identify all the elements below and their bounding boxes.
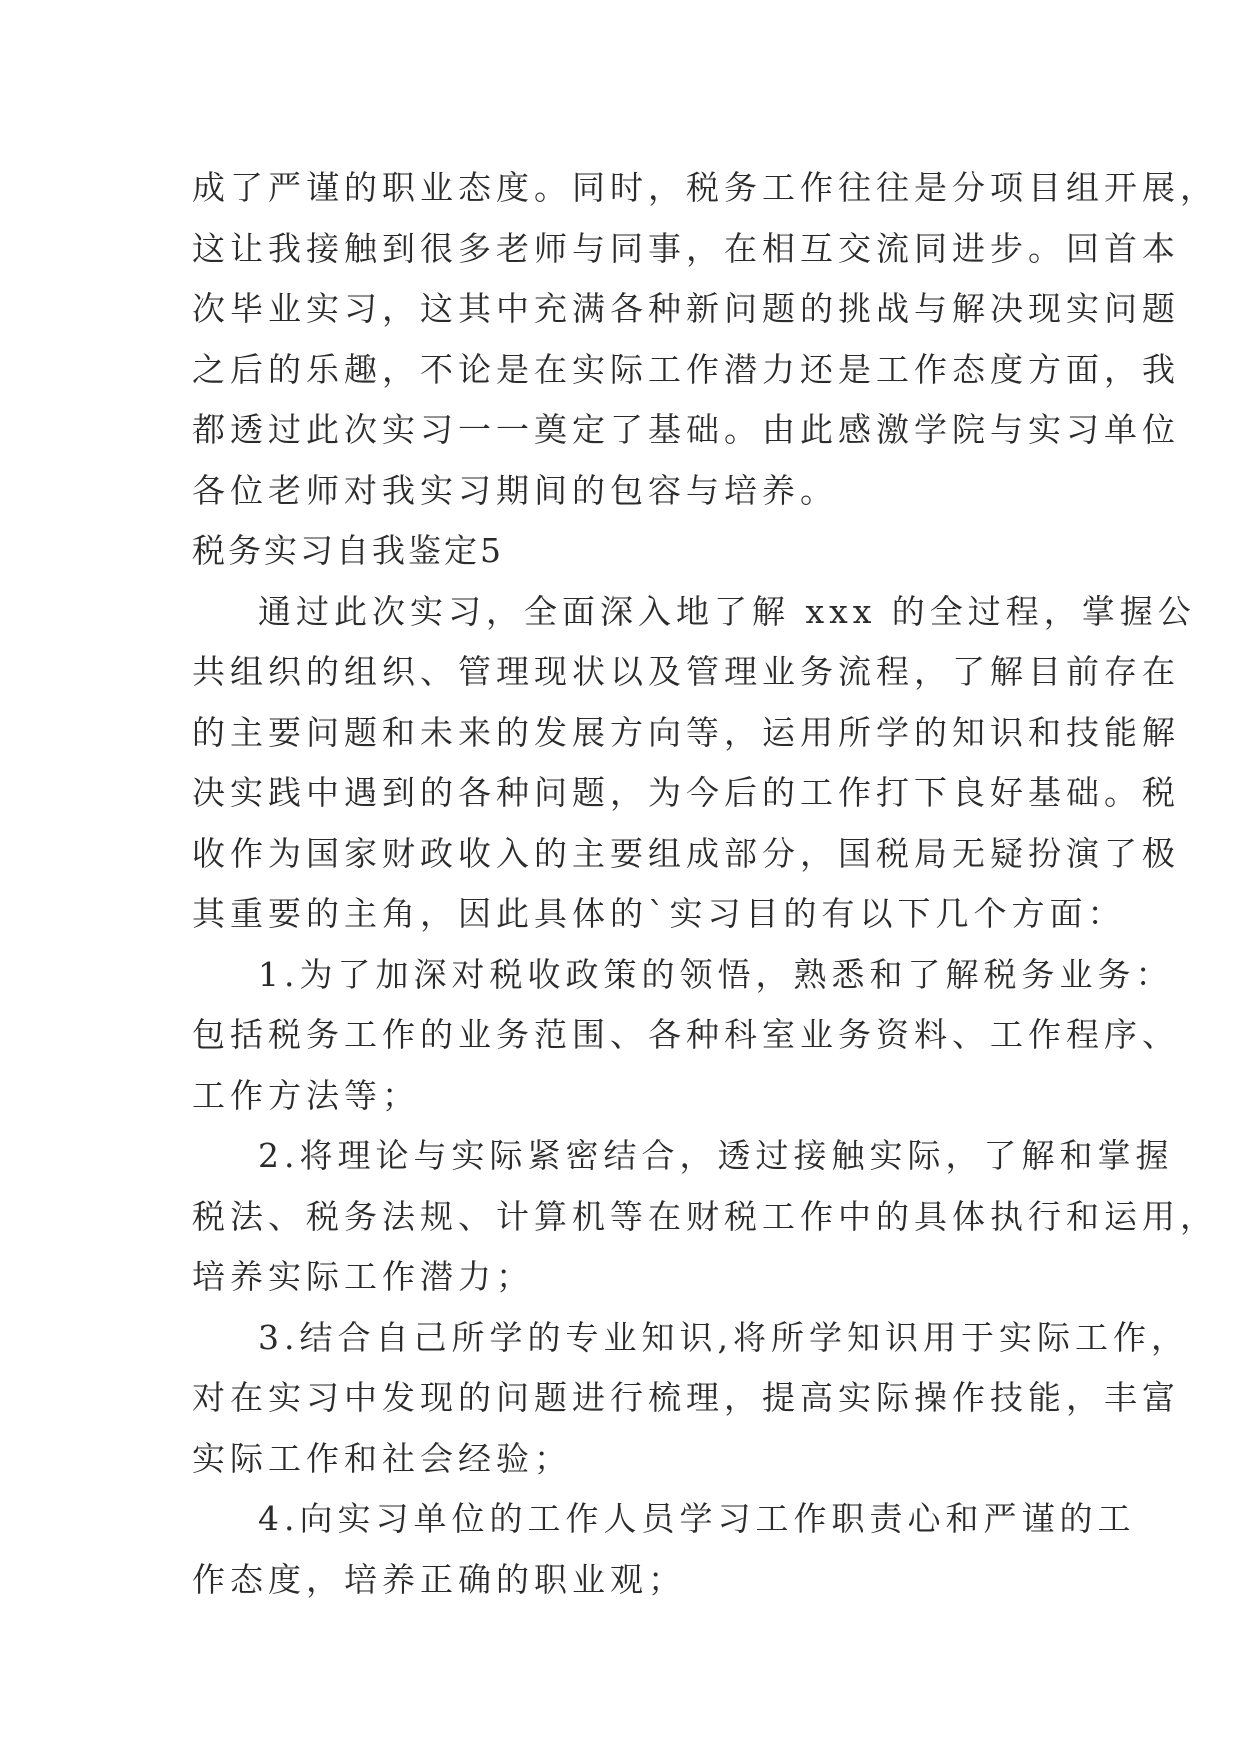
text-line: 收作为国家财政收入的主要组成部分，国税局无疑扮演了极 <box>192 833 1180 873</box>
text-line: 各位老师对我实习期间的包容与培养。 <box>192 470 838 510</box>
text-line: 其重要的主角，因此具体的`实习目的有以下几个方面： <box>192 894 1126 933</box>
text-line: 培养实际工作潜力； <box>192 1257 534 1296</box>
document-body <box>192 158 1218 1610</box>
text-line: 包括税务工作的业务范围、各种科室业务资料、工作程序、 <box>192 1015 1180 1054</box>
text-line: 次毕业实习，这其中充满各种新问题的挑战与解决现实问题 <box>192 289 1180 328</box>
text-line: 的主要问题和未来的发展方向等，运用所学的知识和技能解 <box>192 712 1180 752</box>
text-line: 工作方法等； <box>192 1075 420 1115</box>
text-line: 都透过此次实习一一奠定了基础。由此感激学院与实习单位 <box>192 410 1180 449</box>
text-line: 实际工作和社会经验； <box>192 1438 572 1478</box>
text-line: 这让我接触到很多老师与同事，在相互交流同进步。回首本 <box>192 228 1180 268</box>
text-line: 共组织的组织、管理现状以及管理业务流程，了解目前存在 <box>192 652 1180 691</box>
text-line: 成了严谨的职业态度。同时，税务工作往往是分项目组开展， <box>192 168 1218 207</box>
list-item-1: 1.为了加深对税收政策的领悟，熟悉和了解税务业务： <box>258 954 1174 994</box>
list-item-3: 3.结合自己所学的专业知识,将所学知识用于实际工作， <box>258 1317 1189 1357</box>
text-line: 作态度，培养正确的职业观； <box>192 1559 686 1599</box>
paragraph-first-line: 通过此次实习，全面深入地了解 xxx 的全过程，掌握公 <box>258 591 1196 631</box>
section-heading: 税务实习自我鉴定5 <box>192 531 504 570</box>
text-line: 税法、税务法规、计算机等在财税工作中的具体执行和运用， <box>192 1196 1218 1236</box>
list-item-2: 2.将理论与实际紧密结合，透过接触实际，了解和掌握 <box>258 1136 1174 1175</box>
text-line: 之后的乐趣，不论是在实际工作潜力还是工作态度方面，我 <box>192 349 1180 389</box>
list-item-4: 4.向实习单位的工作人员学习工作职责心和严谨的工 <box>258 1499 1136 1538</box>
text-line: 对在实习中发现的问题进行梳理，提高实际操作技能，丰富 <box>192 1378 1180 1417</box>
text-line: 决实践中遇到的各种问题，为今后的工作打下良好基础。税 <box>192 773 1180 812</box>
